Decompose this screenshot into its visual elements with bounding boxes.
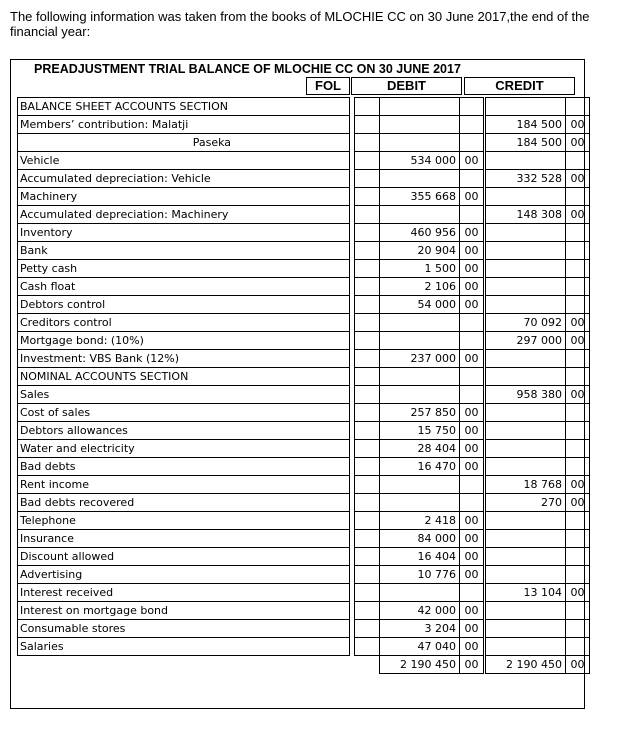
debit-cents-cell — [460, 116, 484, 134]
debit-header: DEBIT — [351, 77, 462, 95]
credit-cents-cell — [566, 404, 590, 422]
debit-amount-cell — [380, 206, 460, 224]
fol-cell — [355, 260, 380, 278]
fol-cell — [355, 512, 380, 530]
fol-header: FOL — [306, 77, 350, 95]
credit-amount-cell: 958 380 — [486, 386, 566, 404]
credit-cents-cell — [566, 512, 590, 530]
account-cell: Water and electricity — [18, 440, 350, 458]
account-cell: Sales — [18, 386, 350, 404]
credit-amount-cell — [486, 566, 566, 584]
credit-cents-cell — [566, 350, 590, 368]
account-cell: Paseka — [18, 134, 350, 152]
table-row — [18, 404, 590, 422]
credit-cents-cell — [566, 422, 590, 440]
table-row — [18, 170, 590, 188]
credit-cents-cell — [566, 188, 590, 206]
fol-cell — [355, 296, 380, 314]
fol-cell — [355, 224, 380, 242]
debit-amount-cell: 534 000 — [380, 152, 460, 170]
debit-amount-cell: 15 750 — [380, 422, 460, 440]
account-cell: Cash float — [18, 278, 350, 296]
debit-cents-cell — [460, 170, 484, 188]
table-row — [18, 476, 590, 494]
fol-cell — [355, 602, 380, 620]
credit-total-cents-cell: 00 — [566, 656, 590, 674]
credit-cents-cell — [566, 638, 590, 656]
account-cell: Petty cash — [18, 260, 350, 278]
debit-amount-cell: 2 418 — [380, 512, 460, 530]
credit-cents-cell — [566, 296, 590, 314]
debit-amount-cell: 257 850 — [380, 404, 460, 422]
account-cell: Inventory — [18, 224, 350, 242]
debit-cents-cell — [460, 206, 484, 224]
fol-cell — [355, 638, 380, 656]
credit-cents-cell: 00 — [566, 476, 590, 494]
credit-cents-cell — [566, 566, 590, 584]
account-cell: BALANCE SHEET ACCOUNTS SECTION — [18, 98, 350, 116]
credit-amount-cell — [486, 458, 566, 476]
intro-text: The following information was taken from the books of MLOCHIE CC on 30 June 2017,the end of the financial year: — [10, 9, 590, 39]
credit-cents-cell — [566, 278, 590, 296]
debit-amount-cell: 28 404 — [380, 440, 460, 458]
debit-cents-cell: 00 — [460, 188, 484, 206]
debit-amount-cell: 20 904 — [380, 242, 460, 260]
table-row — [18, 386, 590, 404]
debit-cents-cell: 00 — [460, 458, 484, 476]
credit-cents-cell: 00 — [566, 206, 590, 224]
fol-cell — [355, 350, 380, 368]
table-row — [18, 602, 590, 620]
credit-amount-cell: 270 — [486, 494, 566, 512]
credit-cents-cell — [566, 602, 590, 620]
table-row — [18, 224, 590, 242]
fol-cell — [355, 494, 380, 512]
fol-cell — [355, 98, 380, 116]
debit-cents-cell: 00 — [460, 152, 484, 170]
credit-amount-cell — [486, 512, 566, 530]
debit-cents-cell: 00 — [460, 224, 484, 242]
table-row — [18, 548, 590, 566]
table-row — [18, 350, 590, 368]
debit-cents-cell: 00 — [460, 530, 484, 548]
account-cell: Insurance — [18, 530, 350, 548]
account-cell: Mortgage bond: (10%) — [18, 332, 350, 350]
credit-amount-cell: 70 092 — [486, 314, 566, 332]
credit-amount-cell — [486, 260, 566, 278]
table-row — [18, 188, 590, 206]
credit-cents-cell: 00 — [566, 314, 590, 332]
trial-balance-table — [17, 97, 590, 674]
fol-cell — [355, 278, 380, 296]
account-cell: Interest received — [18, 584, 350, 602]
credit-cents-cell — [566, 152, 590, 170]
credit-amount-cell — [486, 602, 566, 620]
table-row — [18, 296, 590, 314]
debit-cents-cell: 00 — [460, 278, 484, 296]
table-row — [18, 116, 590, 134]
debit-cents-cell — [460, 494, 484, 512]
account-cell: Discount allowed — [18, 548, 350, 566]
account-cell: Salaries — [18, 638, 350, 656]
fol-cell — [355, 170, 380, 188]
debit-amount-cell — [380, 584, 460, 602]
debit-amount-cell: 10 776 — [380, 566, 460, 584]
debit-cents-cell: 00 — [460, 566, 484, 584]
account-cell: Interest on mortgage bond — [18, 602, 350, 620]
account-cell: Creditors control — [18, 314, 350, 332]
credit-header: CREDIT — [464, 77, 575, 95]
debit-amount-cell — [380, 476, 460, 494]
account-cell: Vehicle — [18, 152, 350, 170]
debit-total-cents-cell: 00 — [460, 656, 484, 674]
account-cell: NOMINAL ACCOUNTS SECTION — [18, 368, 350, 386]
credit-amount-cell: 332 528 — [486, 170, 566, 188]
credit-amount-cell — [486, 188, 566, 206]
debit-amount-cell: 54 000 — [380, 296, 460, 314]
fol-cell — [355, 440, 380, 458]
debit-amount-cell: 460 956 — [380, 224, 460, 242]
debit-amount-cell — [380, 386, 460, 404]
fol-cell — [355, 422, 380, 440]
credit-amount-cell — [486, 620, 566, 638]
fol-cell — [355, 134, 380, 152]
debit-cents-cell — [460, 476, 484, 494]
debit-amount-cell: 42 000 — [380, 602, 460, 620]
credit-cents-cell — [566, 242, 590, 260]
table-row — [18, 494, 590, 512]
account-cell: Debtors control — [18, 296, 350, 314]
table-row — [18, 566, 590, 584]
totals-label-cell — [18, 656, 350, 674]
debit-amount-cell — [380, 332, 460, 350]
credit-cents-cell — [566, 548, 590, 566]
credit-cents-cell — [566, 260, 590, 278]
debit-cents-cell — [460, 584, 484, 602]
credit-amount-cell: 18 768 — [486, 476, 566, 494]
debit-cents-cell: 00 — [460, 620, 484, 638]
debit-amount-cell: 84 000 — [380, 530, 460, 548]
table-row — [18, 152, 590, 170]
table-row — [18, 620, 590, 638]
account-cell: Advertising — [18, 566, 350, 584]
debit-amount-cell: 1 500 — [380, 260, 460, 278]
table-row — [18, 260, 590, 278]
debit-cents-cell: 00 — [460, 260, 484, 278]
debit-cents-cell: 00 — [460, 404, 484, 422]
totals-row — [18, 656, 590, 674]
account-cell: Debtors allowances — [18, 422, 350, 440]
debit-cents-cell: 00 — [460, 512, 484, 530]
credit-cents-cell — [566, 530, 590, 548]
credit-amount-cell: 13 104 — [486, 584, 566, 602]
fol-cell — [355, 386, 380, 404]
credit-cents-cell: 00 — [566, 386, 590, 404]
credit-amount-cell: 184 500 — [486, 134, 566, 152]
fol-cell — [355, 116, 380, 134]
debit-cents-cell — [460, 134, 484, 152]
fol-cell — [355, 458, 380, 476]
debit-amount-cell: 3 204 — [380, 620, 460, 638]
trial-balance-body — [18, 98, 590, 674]
table-row — [18, 368, 590, 386]
fol-cell — [355, 620, 380, 638]
credit-amount-cell — [486, 152, 566, 170]
fol-cell — [355, 548, 380, 566]
credit-amount-cell — [486, 548, 566, 566]
table-row — [18, 638, 590, 656]
table-row — [18, 530, 590, 548]
table-row — [18, 98, 590, 116]
fol-cell — [355, 206, 380, 224]
debit-amount-cell — [380, 494, 460, 512]
account-cell: Investment: VBS Bank (12%) — [18, 350, 350, 368]
fol-cell — [355, 584, 380, 602]
credit-cents-cell — [566, 458, 590, 476]
credit-cents-cell: 00 — [566, 170, 590, 188]
credit-amount-cell — [486, 98, 566, 116]
table-row — [18, 314, 590, 332]
debit-cents-cell — [460, 368, 484, 386]
table-row — [18, 242, 590, 260]
account-cell: Telephone — [18, 512, 350, 530]
debit-amount-cell — [380, 98, 460, 116]
account-cell: Rent income — [18, 476, 350, 494]
fol-cell — [355, 152, 380, 170]
credit-cents-cell: 00 — [566, 494, 590, 512]
account-cell: Accumulated depreciation: Machinery — [18, 206, 350, 224]
fol-cell — [355, 656, 380, 674]
debit-cents-cell: 00 — [460, 602, 484, 620]
fol-cell — [355, 314, 380, 332]
debit-amount-cell: 355 668 — [380, 188, 460, 206]
debit-amount-cell: 237 000 — [380, 350, 460, 368]
credit-amount-cell — [486, 440, 566, 458]
fol-cell — [355, 476, 380, 494]
credit-amount-cell — [486, 242, 566, 260]
debit-cents-cell: 00 — [460, 296, 484, 314]
fol-cell — [355, 530, 380, 548]
credit-cents-cell: 00 — [566, 134, 590, 152]
account-cell: Bad debts recovered — [18, 494, 350, 512]
account-cell: Cost of sales — [18, 404, 350, 422]
credit-cents-cell — [566, 620, 590, 638]
account-cell: Members’ contribution: Malatji — [18, 116, 350, 134]
fol-cell — [355, 332, 380, 350]
account-cell: Consumable stores — [18, 620, 350, 638]
account-cell: Accumulated depreciation: Vehicle — [18, 170, 350, 188]
table-row — [18, 278, 590, 296]
table-row — [18, 440, 590, 458]
fol-cell — [355, 188, 380, 206]
credit-amount-cell: 297 000 — [486, 332, 566, 350]
debit-amount-cell — [380, 314, 460, 332]
credit-cents-cell — [566, 98, 590, 116]
credit-cents-cell — [566, 440, 590, 458]
credit-total-cell: 2 190 450 — [486, 656, 566, 674]
table-row — [18, 458, 590, 476]
credit-amount-cell — [486, 404, 566, 422]
credit-amount-cell — [486, 224, 566, 242]
table-row — [18, 134, 590, 152]
fol-cell — [355, 368, 380, 386]
account-cell: Machinery — [18, 188, 350, 206]
debit-cents-cell — [460, 332, 484, 350]
account-cell: Bank — [18, 242, 350, 260]
table-row — [18, 206, 590, 224]
credit-amount-cell — [486, 278, 566, 296]
debit-cents-cell: 00 — [460, 350, 484, 368]
debit-cents-cell: 00 — [460, 422, 484, 440]
credit-amount-cell — [486, 422, 566, 440]
credit-cents-cell: 00 — [566, 116, 590, 134]
debit-amount-cell: 47 040 — [380, 638, 460, 656]
table-row — [18, 512, 590, 530]
debit-amount-cell — [380, 134, 460, 152]
debit-cents-cell — [460, 98, 484, 116]
credit-amount-cell — [486, 350, 566, 368]
debit-amount-cell: 16 470 — [380, 458, 460, 476]
credit-amount-cell — [486, 296, 566, 314]
debit-amount-cell: 16 404 — [380, 548, 460, 566]
debit-cents-cell: 00 — [460, 242, 484, 260]
credit-cents-cell — [566, 368, 590, 386]
debit-cents-cell — [460, 386, 484, 404]
table-row — [18, 332, 590, 350]
fol-cell — [355, 566, 380, 584]
account-cell: Bad debts — [18, 458, 350, 476]
credit-cents-cell: 00 — [566, 332, 590, 350]
credit-amount-cell: 184 500 — [486, 116, 566, 134]
credit-amount-cell — [486, 368, 566, 386]
debit-cents-cell: 00 — [460, 548, 484, 566]
credit-cents-cell: 00 — [566, 584, 590, 602]
debit-amount-cell: 2 106 — [380, 278, 460, 296]
debit-cents-cell — [460, 314, 484, 332]
fol-cell — [355, 242, 380, 260]
trial-balance-title: PREADJUSTMENT TRIAL BALANCE OF MLOCHIE CC ON 30 JUNE 2017 — [34, 62, 461, 76]
debit-total-cell: 2 190 450 — [380, 656, 460, 674]
fol-cell — [355, 404, 380, 422]
credit-cents-cell — [566, 224, 590, 242]
debit-cents-cell: 00 — [460, 440, 484, 458]
credit-amount-cell — [486, 638, 566, 656]
credit-amount-cell: 148 308 — [486, 206, 566, 224]
debit-amount-cell — [380, 368, 460, 386]
debit-amount-cell — [380, 116, 460, 134]
credit-amount-cell — [486, 530, 566, 548]
table-row — [18, 584, 590, 602]
debit-cents-cell: 00 — [460, 638, 484, 656]
debit-amount-cell — [380, 170, 460, 188]
table-row — [18, 422, 590, 440]
